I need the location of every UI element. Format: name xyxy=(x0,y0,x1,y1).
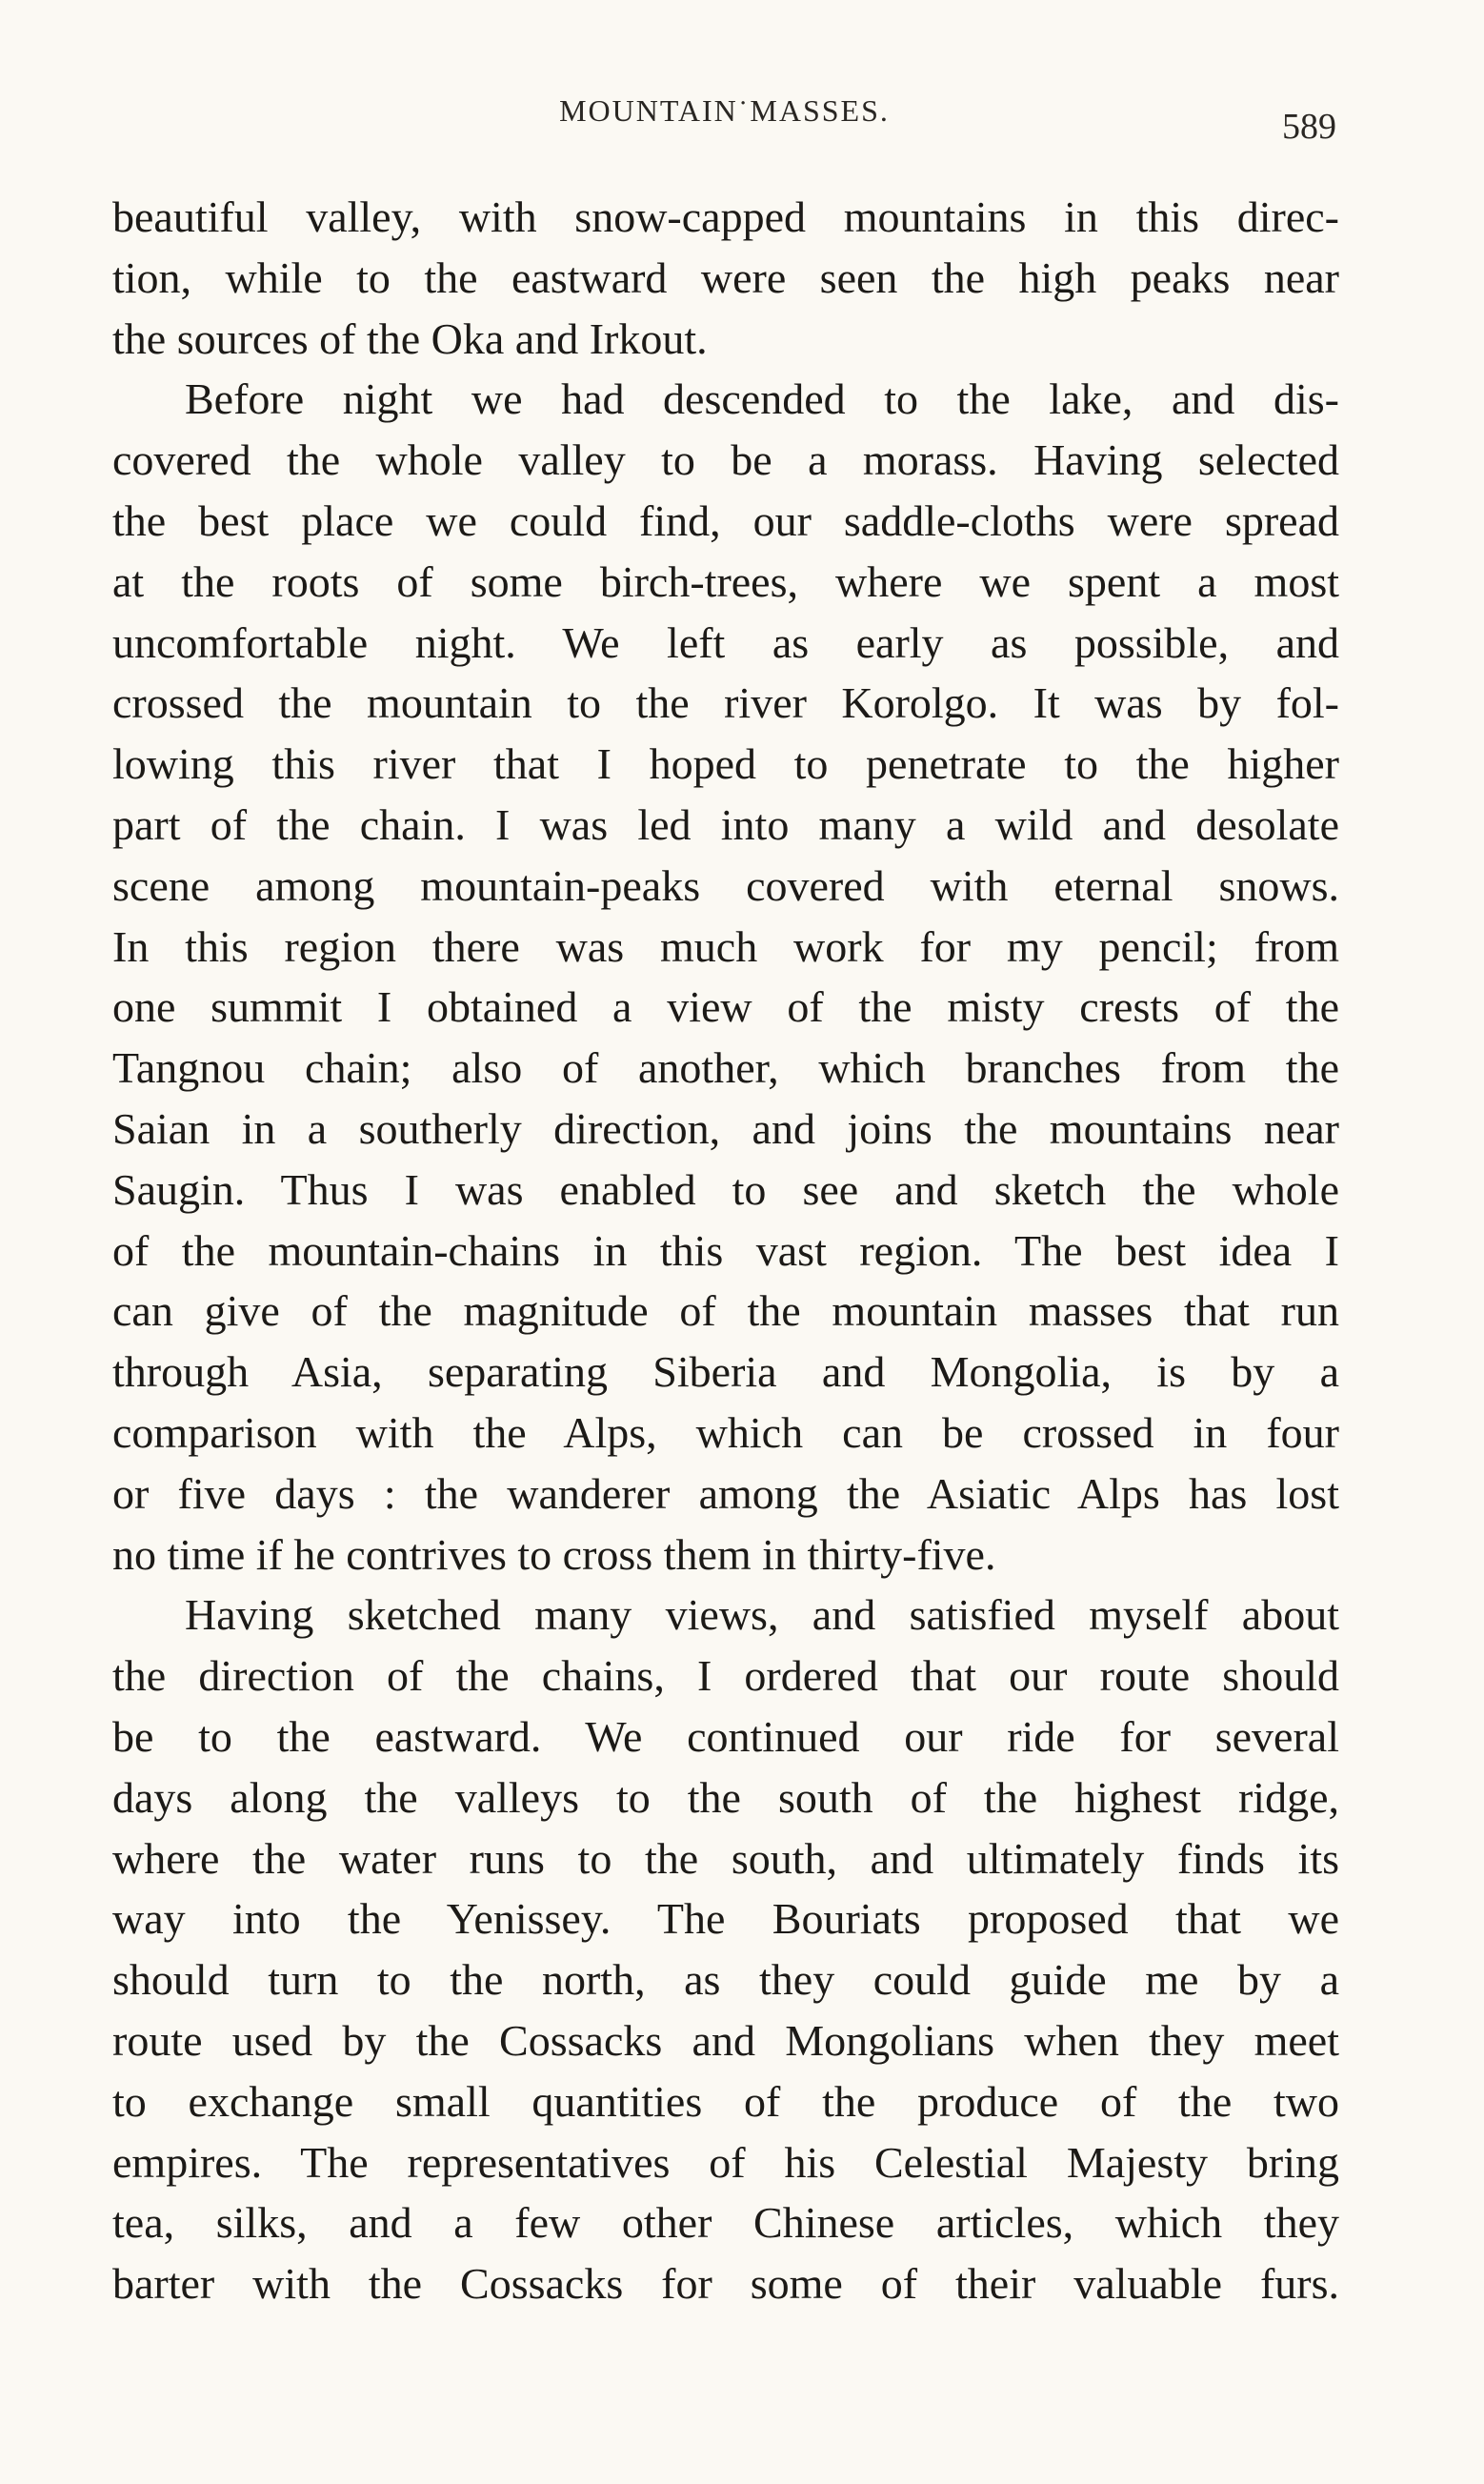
text-line: comparison with the Alps, which can be crossed in four xyxy=(112,1407,1339,1457)
text-line: the direction of the chains, I ordered that our route should xyxy=(112,1651,1339,1701)
text-line: no time if he contrives to cross them in thirty-five. xyxy=(112,1529,996,1579)
text-line: tion, while to the eastward were seen the high peaks near xyxy=(112,252,1339,302)
text-line: be to the eastward. We continued our ride for several xyxy=(112,1711,1339,1761)
text-line: barter with the Cossacks for some of their valuable furs. xyxy=(112,2259,1339,2309)
text-line: should turn to the north, as they could guide me by a xyxy=(112,1955,1339,2005)
text-line: Tangnou chain; also of another, which branches from the xyxy=(112,1043,1339,1093)
body-text xyxy=(112,187,1339,2314)
text-line: crossed the mountain to the river Korolgo. It was by fol- xyxy=(112,678,1339,728)
text-line: through Asia, separating Siberia and Mongolia, is by a xyxy=(112,1347,1339,1397)
text-line: to exchange small quantities of the produce of the two xyxy=(112,2076,1339,2126)
text-line: way into the Yenissey. The Bouriats proposed that we xyxy=(112,1894,1339,1944)
text-line: of the mountain-chains in this vast region. The best idea I xyxy=(112,1225,1339,1275)
page-number: 589 xyxy=(1282,107,1336,147)
text-line: tea, silks, and a few other Chinese articles, which they xyxy=(112,2198,1339,2248)
text-line: one summit I obtained a view of the misty crests of the xyxy=(112,982,1339,1032)
text-line: part of the chain. I was led into many a wild and desolate xyxy=(112,799,1339,849)
text-line: days along the valleys to the south of the highest ridge, xyxy=(112,1772,1339,1822)
text-line: Saian in a southerly direction, and joins the mountains near xyxy=(112,1103,1339,1153)
running-head xyxy=(112,95,1336,152)
text-line: the sources of the Oka and Irkout. xyxy=(112,313,708,363)
text-line: Having sketched many views, and satisfied myself about xyxy=(185,1590,1339,1640)
text-line: covered the whole valley to be a morass. Having selected xyxy=(112,435,1339,485)
text-line: Saugin. Thus I was enabled to see and sketch the whole xyxy=(112,1164,1339,1214)
text-line: the best place we could find, our saddle-cloths were spread xyxy=(112,495,1339,545)
text-line: uncomfortable night. We left as early as possible, and xyxy=(112,617,1339,667)
text-line: Before night we had descended to the lake, and dis- xyxy=(185,374,1339,424)
text-line: route used by the Cossacks and Mongolians when they meet xyxy=(112,2015,1339,2065)
running-title: MOUNTAIN˙MASSES. xyxy=(559,93,890,128)
text-line: beautiful valley, with snow-capped mountains in this direc- xyxy=(112,192,1339,241)
text-line: empires. The representatives of his Celestial Majesty bring xyxy=(112,2137,1339,2187)
text-line: scene among mountain-peaks covered with eternal snows. xyxy=(112,860,1339,910)
text-line: or five days : the wanderer among the Asiatic Alps has lost xyxy=(112,1468,1339,1518)
text-line: lowing this river that I hoped to penetrate to the higher xyxy=(112,739,1339,789)
text-line: can give of the magnitude of the mountain masses that run xyxy=(112,1286,1339,1336)
text-line: at the roots of some birch-trees, where we spent a most xyxy=(112,556,1339,606)
text-line: where the water runs to the south, and ultimately finds its xyxy=(112,1833,1339,1883)
text-line: In this region there was much work for my pencil; from xyxy=(112,921,1339,971)
